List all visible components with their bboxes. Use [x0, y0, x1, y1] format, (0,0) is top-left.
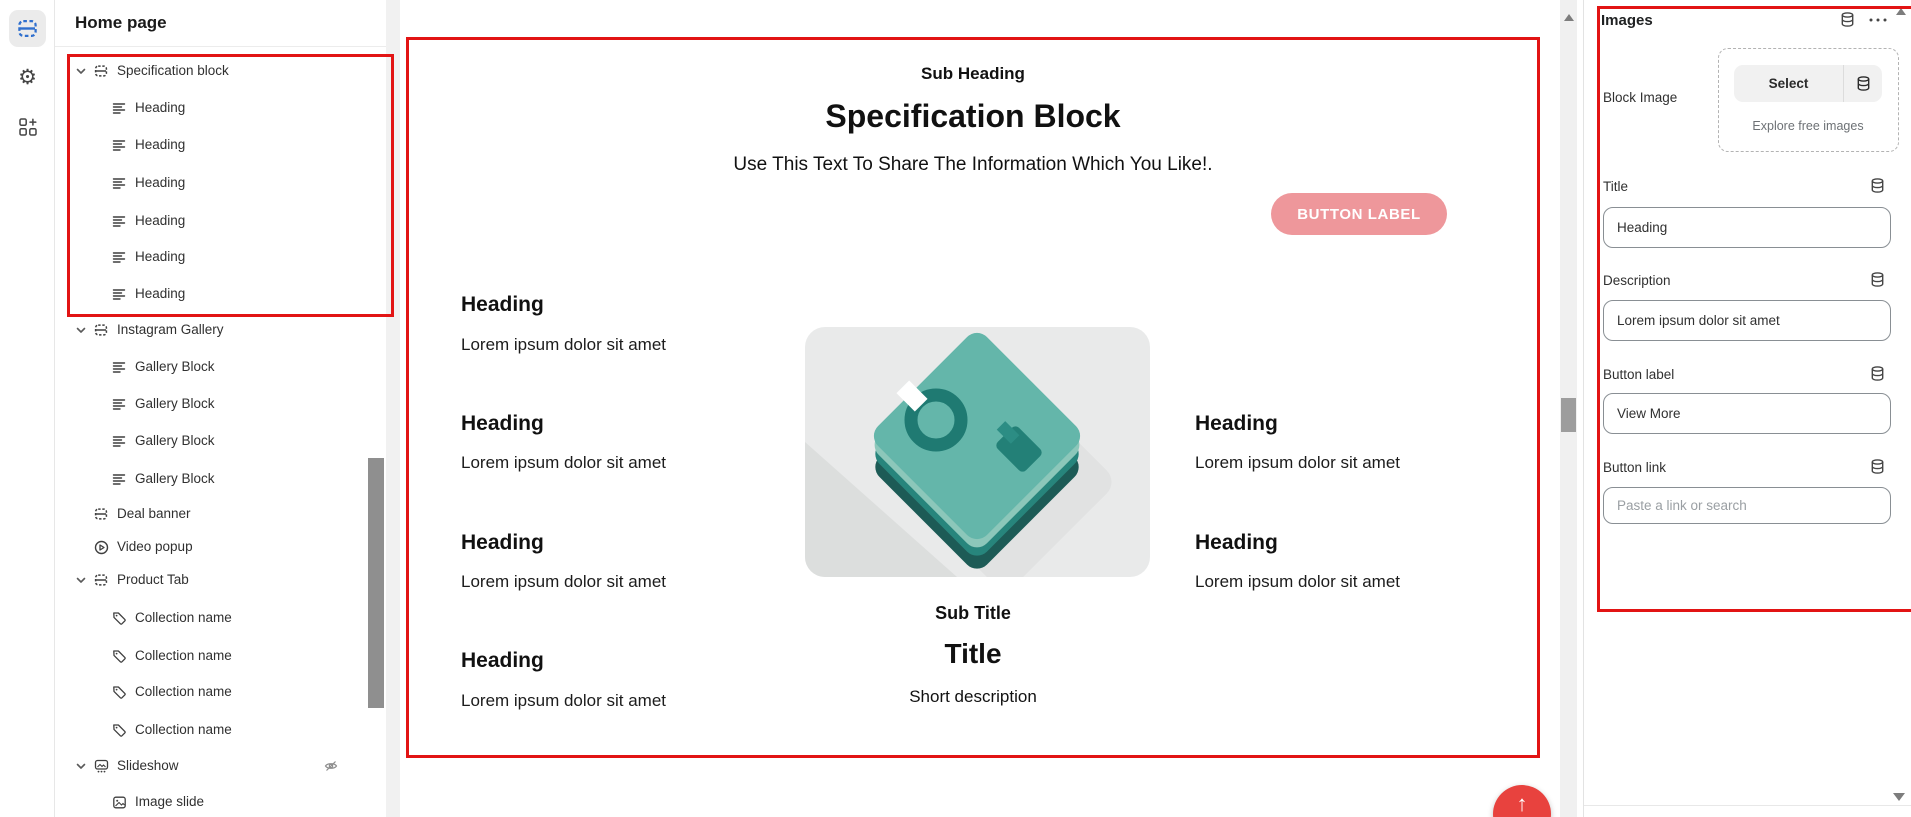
tree-row-label: Heading: [135, 213, 186, 228]
tree-row-heading-2[interactable]: [55, 130, 386, 160]
text-block-icon: [112, 397, 126, 411]
panel-scroll-down-arrow[interactable]: [1893, 793, 1905, 801]
tree-row-product-tab[interactable]: [55, 565, 386, 595]
tree-row-heading-4[interactable]: [55, 206, 386, 236]
footer-title: Title: [944, 638, 1002, 669]
tree-row-gallery-block-2[interactable]: [55, 389, 386, 419]
dynamic-source-icon[interactable]: [1869, 271, 1886, 288]
preview-canvas: [400, 0, 1560, 817]
arrow-up-icon: ↑: [1516, 791, 1528, 816]
sidebar-scrollbar-track[interactable]: [386, 0, 400, 817]
tree-row-gallery-block-4[interactable]: [55, 464, 386, 494]
tree-row-heading-3[interactable]: [55, 168, 386, 198]
text-block-icon: [112, 434, 126, 448]
text-block-icon: [112, 214, 126, 228]
settings-gear-icon: ⚙: [18, 65, 37, 89]
tree-row-heading-1[interactable]: [55, 93, 386, 123]
dynamic-source-icon[interactable]: [1869, 458, 1886, 475]
block-settings-panel: [1583, 0, 1911, 817]
tree-row-label: Gallery Block: [135, 359, 215, 374]
spec-block-text: Lorem ipsum dolor sit amet: [461, 453, 667, 472]
tree-row-label: Heading: [135, 100, 186, 115]
select-button-label: Select: [1768, 76, 1809, 91]
canvas-scroll-up-arrow[interactable]: [1564, 14, 1574, 21]
section-icon: [94, 507, 108, 521]
title-field-label: Title: [1603, 179, 1629, 194]
spec-block-heading[interactable]: Heading: [1195, 531, 1278, 554]
block-image-label: Block Image: [1603, 90, 1678, 105]
tree-row-image-slide[interactable]: [55, 787, 386, 817]
tree-row-label: Collection name: [135, 722, 232, 737]
page-title: Home page: [75, 13, 167, 32]
tree-row-heading-6[interactable]: [55, 279, 386, 309]
text-block-icon: [112, 250, 126, 264]
tree-row-heading-5[interactable]: [55, 242, 386, 272]
tree-row-label: Image slide: [135, 794, 205, 809]
tree-row-label: Heading: [135, 249, 186, 264]
tag-icon: [112, 649, 127, 664]
tree-row-label: Slideshow: [117, 758, 179, 773]
tag-icon: [112, 611, 127, 626]
folded-tshirt-illustration: [805, 327, 1150, 577]
tree-row-label: Heading: [135, 175, 186, 190]
spec-block-text: Lorem ipsum dolor sit amet: [461, 335, 667, 354]
tag-icon: [112, 723, 127, 738]
text-block-icon: [112, 360, 126, 374]
spec-block-text: Lorem ipsum dolor sit amet: [1195, 453, 1401, 472]
text-block-icon: [112, 176, 126, 190]
tree-row-label: Collection name: [135, 684, 232, 699]
hero-button[interactable]: BUTTON LABEL: [1271, 193, 1447, 235]
selected-row-highlight: [86, 93, 353, 123]
dynamic-source-icon[interactable]: [1839, 11, 1856, 28]
tree-row-label: Collection name: [135, 610, 232, 625]
tree-row-label: Gallery Block: [135, 471, 215, 486]
tag-icon: [112, 685, 127, 700]
video-play-icon: [94, 540, 109, 555]
spec-block-heading[interactable]: Heading: [461, 412, 544, 435]
block-image-picker: [1718, 48, 1899, 152]
hero-tagline: Use This Text To Share The Information Which You Like!.: [733, 154, 1213, 175]
panel-title: Images: [1601, 12, 1653, 29]
tree-row-deal-banner[interactable]: [55, 499, 386, 529]
section-icon: [94, 573, 108, 587]
section-tree-panel: [55, 0, 400, 817]
tree-row-specification-block[interactable]: [55, 56, 386, 86]
tree-row-label: Instagram Gallery: [117, 322, 224, 337]
title-input[interactable]: [1603, 207, 1891, 248]
chevron-down-icon[interactable]: [75, 574, 87, 586]
theme-settings-button[interactable]: [9, 59, 46, 96]
sections-tab-button[interactable]: [9, 10, 46, 47]
button-link-field-label: Button link: [1603, 460, 1667, 475]
section-icon: [94, 323, 108, 337]
button-label-field-label: Button label: [1603, 367, 1675, 382]
hero-heading: Specification Block: [825, 98, 1121, 134]
button-label-input[interactable]: [1603, 393, 1891, 434]
description-field-label: Description: [1603, 273, 1671, 288]
apps-icon: [18, 117, 38, 137]
spec-block-heading[interactable]: Heading: [461, 531, 544, 554]
canvas-scrollbar-thumb[interactable]: [1561, 398, 1576, 432]
tree-row-slideshow[interactable]: [55, 751, 386, 781]
tree-row-label: Heading: [135, 286, 186, 301]
spec-block-heading[interactable]: Heading: [1195, 412, 1278, 435]
spec-block-text: Lorem ipsum dolor sit amet: [461, 691, 667, 710]
tree-row-gallery-block-1[interactable]: [55, 352, 386, 382]
hero-subheading: Sub Heading: [921, 64, 1025, 83]
tree-row-label: Video popup: [117, 539, 193, 554]
tree-row-label: Gallery Block: [135, 396, 215, 411]
sidebar-divider: [55, 46, 400, 47]
tree-row-instagram-gallery[interactable]: [55, 315, 386, 345]
text-block-icon: [112, 101, 126, 115]
tree-row-label: Specification block: [117, 63, 229, 78]
footer-sub-title: Sub Title: [935, 603, 1011, 623]
description-input[interactable]: [1603, 300, 1891, 341]
block-image-select-button[interactable]: [1734, 65, 1882, 102]
panel-footer-divider: [1584, 805, 1911, 806]
chevron-down-icon[interactable]: [75, 760, 87, 772]
dynamic-source-icon[interactable]: [1869, 177, 1886, 194]
tree-row-gallery-block-3[interactable]: [55, 426, 386, 456]
explore-free-images-link[interactable]: Explore free images: [1752, 119, 1864, 133]
slideshow-icon: [94, 759, 109, 774]
button-link-input[interactable]: [1603, 487, 1891, 524]
tree-row-collection-name-2[interactable]: [55, 641, 386, 671]
tree-row-label: Product Tab: [117, 572, 189, 587]
panel-scroll-up-arrow[interactable]: [1896, 8, 1906, 15]
tree-row-label: Deal banner: [117, 506, 191, 521]
tree-row-label: Collection name: [135, 648, 232, 663]
image-icon: [112, 795, 127, 810]
chevron-down-icon[interactable]: [75, 324, 87, 336]
footer-description: Short description: [909, 687, 1037, 706]
sidebar-scrollbar-thumb[interactable]: [368, 458, 384, 708]
dynamic-source-icon[interactable]: [1855, 75, 1872, 92]
tree-row-video-popup[interactable]: [55, 532, 386, 562]
more-options-icon[interactable]: [1868, 15, 1888, 25]
spec-block-heading[interactable]: Heading: [461, 293, 544, 316]
left-icon-rail: [0, 0, 55, 817]
tree-row-label: Gallery Block: [135, 433, 215, 448]
dynamic-source-icon[interactable]: [1869, 365, 1886, 382]
chevron-down-icon[interactable]: [75, 65, 87, 77]
spec-block-text: Lorem ipsum dolor sit amet: [1195, 572, 1401, 591]
apps-button[interactable]: [9, 108, 46, 145]
sections-icon: [17, 18, 38, 39]
spec-block-text: Lorem ipsum dolor sit amet: [461, 572, 667, 591]
tree-row-collection-name-4[interactable]: [55, 715, 386, 745]
tree-row-collection-name-3[interactable]: [55, 677, 386, 707]
hidden-eye-slash-icon[interactable]: [323, 758, 339, 774]
text-block-icon: [112, 138, 126, 152]
tree-row-label: Heading: [135, 137, 186, 152]
text-block-icon: [112, 472, 126, 486]
text-block-icon: [112, 287, 126, 301]
tree-row-collection-name-1[interactable]: [55, 603, 386, 633]
section-icon: [94, 64, 108, 78]
spec-block-heading[interactable]: Heading: [461, 649, 544, 672]
